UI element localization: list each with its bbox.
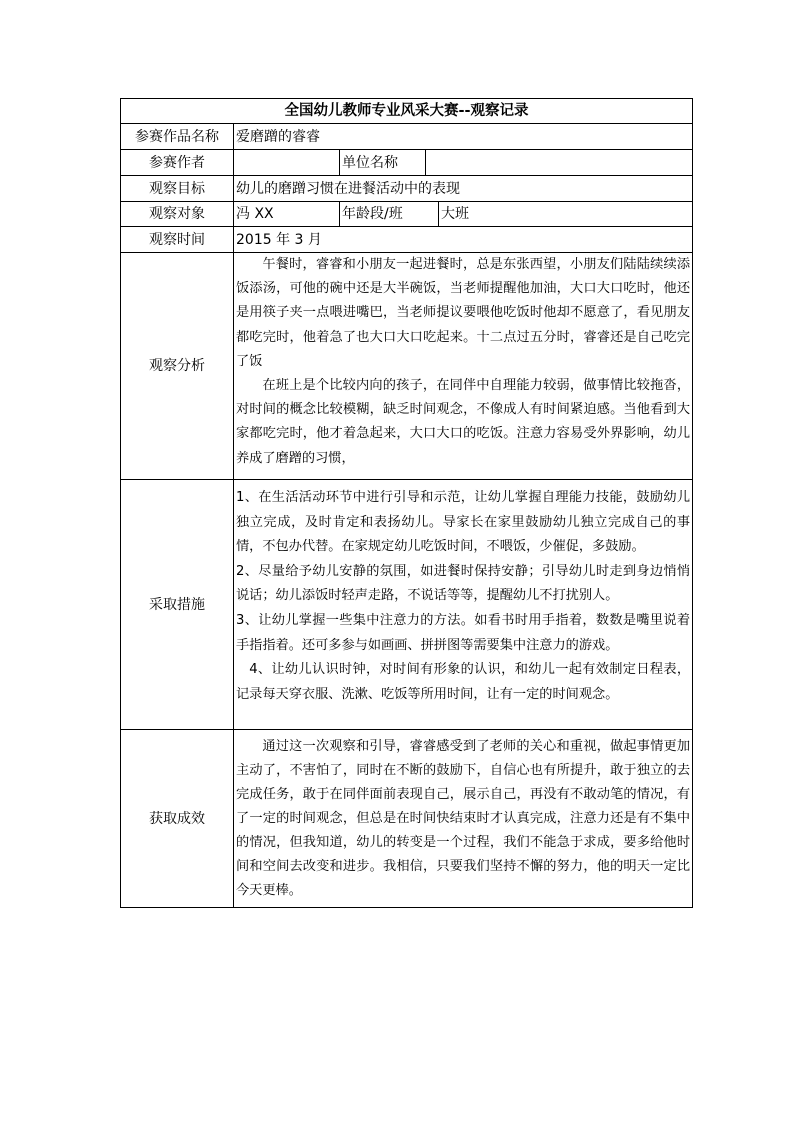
- goal-label: 观察目标: [121, 176, 234, 202]
- age-group-label: 年龄段/班: [340, 202, 439, 227]
- time-label: 观察时间: [121, 227, 234, 253]
- measures-label: 采取措施: [121, 480, 234, 730]
- work-name-label: 参赛作品名称: [121, 124, 234, 150]
- measure-item: 4、让幼儿认识时钟，对时间有形象的认识，和幼儿一起有效制定日程表，记录每天穿衣服、洗漱、吃饭等所用时间，让有一定的时间观念。: [236, 662, 691, 702]
- analysis-paragraph: 午餐时，睿睿和小朋友一起进餐时，总是东张西望，小朋友们陆陆续续添饭添汤，可他的碗中还是大半碗饭，当老师提醒他加油，大口大口吃时，他还是用筷子夹一点喂进嘴巴，当老师提议要喂他吃饭时他却不愿意了，看见朋友都吃完时，他着急了也大口大口吃起来。十二点过五分时，睿睿还是自己吃完了饭: [236, 257, 691, 369]
- results-label: 获取成效: [121, 730, 234, 908]
- analysis-label: 观察分析: [121, 253, 234, 480]
- measure-item: 3、让幼儿掌握一些集中注意力的方法。如看书时用手指着，数数是嘴里说着手指指着。还可多参与如画画、拼拼图等需要集中注意力的游戏。: [236, 612, 691, 653]
- measure-item: 1、在生活活动环节中进行引导和示范，让幼儿掌握自理能力技能，鼓励幼儿独立完成，及时肯定和表扬幼儿。导家长在家里鼓励幼儿独立完成自己的事情，不包办代替。在家规定幼儿吃饭时间，不喂饭，少催促，多鼓励。: [236, 490, 691, 555]
- subject-value: 冯 XX: [234, 202, 340, 227]
- goal-value: 幼儿的磨蹭习惯在进餐活动中的表现: [234, 176, 693, 202]
- document-title: 全国幼儿教师专业风采大赛--观察记录: [121, 99, 693, 124]
- results-content: [234, 730, 693, 908]
- time-value: 2015 年 3 月: [234, 227, 693, 253]
- observation-record-table: [120, 98, 693, 908]
- work-name-value: 爱磨蹭的睿睿: [234, 124, 693, 150]
- author-label: 参赛作者: [121, 150, 234, 176]
- unit-label: 单位名称: [340, 150, 426, 176]
- author-value: [234, 150, 340, 176]
- unit-value: [426, 150, 693, 176]
- analysis-paragraph: 在班上是个比较内向的孩子，在同伴中自理能力较弱，做事情比较拖沓，对时间的概念比较模糊，缺乏时间观念，不像成人有时间紧迫感。当他看到大家都吃完时，他才着急起来，大口大口的吃饭。注意力容易受外界影响，幼儿养成了磨蹭的习惯，: [236, 378, 691, 466]
- results-paragraph: 通过这一次观察和引导，睿睿感受到了老师的关心和重视，做起事情更加主动了，不害怕了，同时在不断的鼓励下，自信心也有所提升，敢于独立的去完成任务，敢于在同伴面前表现自己，展示自己，再没有不敢动笔的情况，有了一定的时间观念，但总是在时间快结束时才认真完成，注意力还是有不集中的情况，但我知道，幼儿的转变是一个过程，我们不能急于求成，要多给他时间和空间去改变和进步。我相信，只要我们坚持不懈的努力，他的明天一定比今天更棒。: [236, 739, 691, 898]
- measures-content: [234, 480, 693, 730]
- age-group-value: 大班: [439, 202, 693, 227]
- measure-item: 2、尽量给予幼儿安静的氛围，如进餐时保持安静；引导幼儿时走到身边悄悄说话；幼儿添饭时轻声走路，不说话等等，提醒幼儿不打扰别人。: [236, 563, 691, 604]
- analysis-content: [234, 253, 693, 480]
- subject-label: 观察对象: [121, 202, 234, 227]
